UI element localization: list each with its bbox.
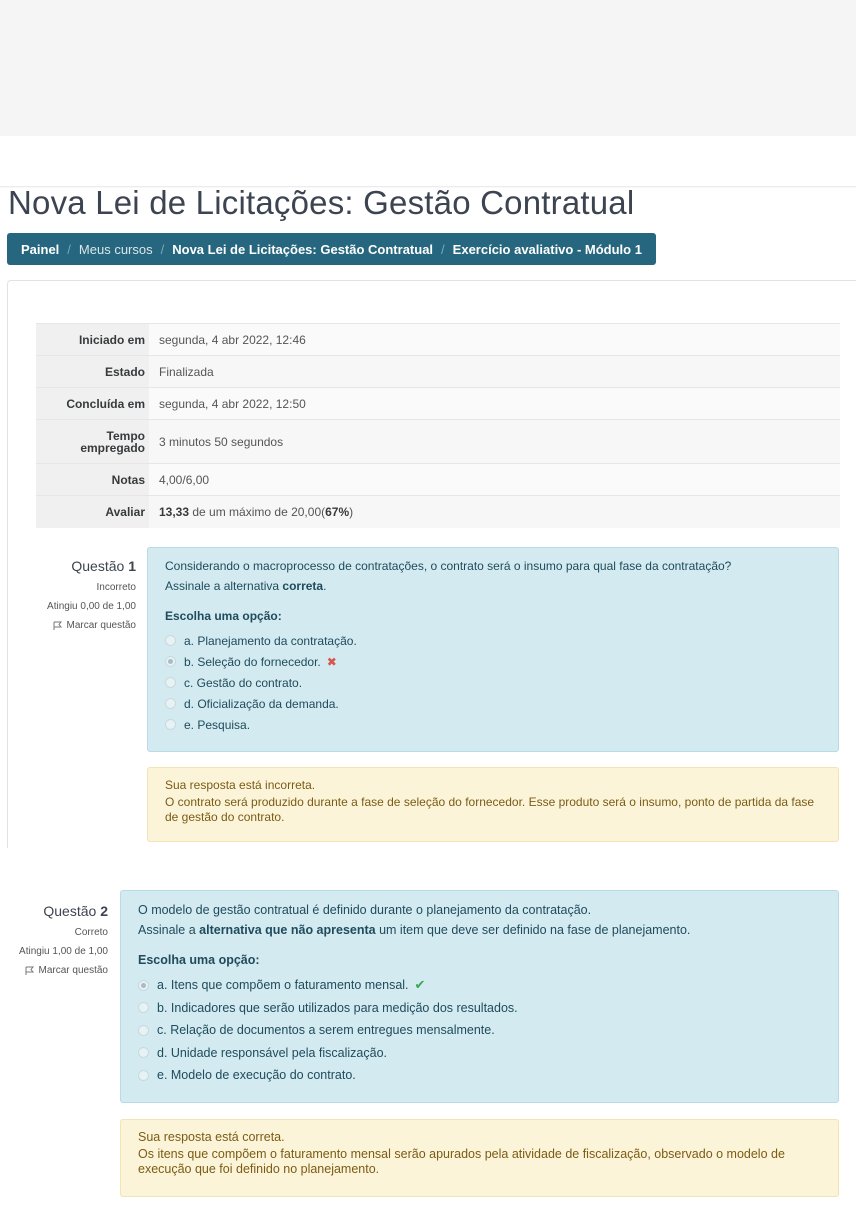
correct-icon: ✔ xyxy=(414,977,426,993)
choose-option-prompt: Escolha uma opção: xyxy=(165,609,282,623)
answer-option-label: c. Gestão do contrato. xyxy=(184,675,303,690)
summary-row-completed xyxy=(36,388,840,420)
grade-max: de um máximo de 20,00( xyxy=(192,504,326,519)
question-content xyxy=(147,547,839,752)
instruction-text: . xyxy=(323,579,327,593)
answer-option-label: e. Pesquisa. xyxy=(184,717,251,732)
radio-icon[interactable] xyxy=(165,698,176,709)
breadcrumb-separator: / xyxy=(160,241,165,257)
question-instruction xyxy=(138,920,821,940)
breadcrumb-separator: / xyxy=(441,241,445,257)
summary-label: Notas xyxy=(36,464,149,496)
feedback-box xyxy=(120,1119,839,1197)
page-title: Nova Lei de Licitações: Gestão Contratual xyxy=(8,184,635,221)
summary-label-line: Tempo xyxy=(106,428,145,443)
question-number-label: Questão xyxy=(71,558,125,574)
instruction-text: Assinale a xyxy=(138,923,200,937)
top-navbar-area xyxy=(0,0,856,136)
breadcrumb xyxy=(7,233,656,265)
answer-option-selected[interactable] xyxy=(138,974,821,997)
question-state: Incorreto xyxy=(96,582,136,593)
breadcrumb-item-course[interactable]: Nova Lei de Licitações: Gestão Contratual xyxy=(172,241,434,257)
answer-option-label: c. Relação de documentos a serem entregues mensalmente. xyxy=(157,1023,495,1038)
feedback-box xyxy=(147,767,839,842)
choose-option-prompt: Escolha uma opção: xyxy=(138,953,260,967)
summary-value: segunda, 4 abr 2022, 12:46 xyxy=(149,324,840,356)
summary-label: Estado xyxy=(36,356,149,388)
radio-icon[interactable] xyxy=(138,1025,149,1036)
answer-option-selected[interactable] xyxy=(165,651,821,672)
answer-option[interactable] xyxy=(138,1064,821,1087)
summary-value: 3 minutos 50 segundos xyxy=(149,420,840,464)
radio-icon[interactable] xyxy=(138,1002,149,1013)
flag-question-link[interactable] xyxy=(36,620,136,631)
feedback-text: O contrato será produzido durante a fase de seleção do fornecedor. Esse produto será o insumo, ponto de partida da fase de gestão do contrato. xyxy=(165,795,815,824)
answer-option-label: d. Unidade responsável pela fiscalização. xyxy=(157,1045,387,1060)
question-number-label: Questão xyxy=(43,903,97,919)
summary-label: Concluída em xyxy=(36,388,149,420)
incorrect-icon: ✖ xyxy=(326,654,337,669)
grade-percent: 67% xyxy=(325,504,350,519)
summary-row-started xyxy=(36,324,840,356)
flag-icon xyxy=(53,621,63,631)
grade-score: 13,33 xyxy=(159,504,190,519)
instruction-emphasis: correta xyxy=(282,579,324,593)
summary-value: Finalizada xyxy=(149,356,840,388)
breadcrumb-item-quiz[interactable]: Exercício avaliativo - Módulo 1 xyxy=(452,241,642,257)
answer-option[interactable] xyxy=(165,630,821,651)
summary-value: 4,00/6,00 xyxy=(149,464,840,496)
answer-option-label: a. Itens que compõem o faturamento mensal. xyxy=(157,978,409,993)
answer-option-label: e. Modelo de execução do contrato. xyxy=(157,1068,356,1083)
summary-row-marks xyxy=(36,464,840,496)
flag-icon xyxy=(25,966,35,976)
radio-icon[interactable] xyxy=(165,635,176,646)
question-text: O modelo de gestão contratual é definido durante o planejamento da contratação. xyxy=(138,903,592,917)
radio-icon[interactable] xyxy=(165,719,176,730)
question-info xyxy=(8,903,108,976)
breadcrumb-separator: / xyxy=(67,241,71,257)
answer-option[interactable] xyxy=(138,997,821,1020)
radio-icon[interactable] xyxy=(138,1070,149,1081)
attempt-summary-table xyxy=(36,323,840,528)
answer-option-label: b. Indicadores que serão utilizados para medição dos resultados. xyxy=(157,1000,518,1015)
instruction-emphasis: alternativa que não apresenta xyxy=(199,923,376,937)
question-grade: Atingiu 1,00 de 1,00 xyxy=(19,946,108,957)
feedback-text: Os itens que compõem o faturamento mensal serão apurados pela atividade de fiscalização, observado o modelo de execução que foi definido no planejamento. xyxy=(138,1147,785,1176)
breadcrumb-item-meus-cursos[interactable]: Meus cursos xyxy=(78,241,153,257)
summary-value: segunda, 4 abr 2022, 12:50 xyxy=(149,388,840,420)
question-number xyxy=(36,558,136,574)
summary-label: Avaliar xyxy=(36,496,149,528)
summary-label xyxy=(36,420,149,464)
feedback-title: Sua resposta está correta. xyxy=(138,1130,285,1144)
summary-row-state xyxy=(36,356,840,388)
answer-option[interactable] xyxy=(165,672,821,693)
feedback-title: Sua resposta está incorreta. xyxy=(165,778,316,792)
flag-question-link[interactable] xyxy=(8,965,108,976)
summary-label-line: empregado xyxy=(80,440,145,455)
radio-icon[interactable] xyxy=(165,677,176,688)
flag-label: Marcar questão xyxy=(66,620,136,631)
summary-row-time xyxy=(36,420,840,464)
grade-close: ) xyxy=(349,504,354,519)
radio-checked-icon[interactable] xyxy=(138,980,149,991)
answer-option[interactable] xyxy=(138,1019,821,1042)
summary-row-grade xyxy=(36,496,840,528)
instruction-text: Assinale a alternativa xyxy=(165,579,283,593)
question-instruction xyxy=(165,576,821,596)
flag-label: Marcar questão xyxy=(38,965,108,976)
radio-checked-icon[interactable] xyxy=(165,656,176,667)
radio-icon[interactable] xyxy=(138,1047,149,1058)
question-info xyxy=(36,558,136,631)
question-number xyxy=(8,903,108,919)
answer-option[interactable] xyxy=(138,1042,821,1065)
breadcrumb-item-painel[interactable]: Painel xyxy=(21,241,60,257)
instruction-text: um item que deve ser definido na fase de planejamento. xyxy=(375,923,691,937)
question-state: Correto xyxy=(74,927,108,938)
question-number-value: 1 xyxy=(128,558,136,574)
summary-label: Iniciado em xyxy=(36,324,149,356)
question-grade: Atingiu 0,00 de 1,00 xyxy=(47,601,136,612)
question-content xyxy=(120,890,839,1103)
answer-option[interactable] xyxy=(165,693,821,714)
answer-option-label: a. Planejamento da contratação. xyxy=(184,633,357,648)
answer-option-label: b. Seleção do fornecedor. xyxy=(184,654,321,669)
answer-option[interactable] xyxy=(165,714,821,735)
question-number-value: 2 xyxy=(100,903,108,919)
question-text: Considerando o macroprocesso de contratações, o contrato será o insumo para qual fase da contratação? xyxy=(165,559,732,573)
summary-value xyxy=(149,496,840,528)
answer-option-label: d. Oficialização da demanda. xyxy=(184,696,339,711)
